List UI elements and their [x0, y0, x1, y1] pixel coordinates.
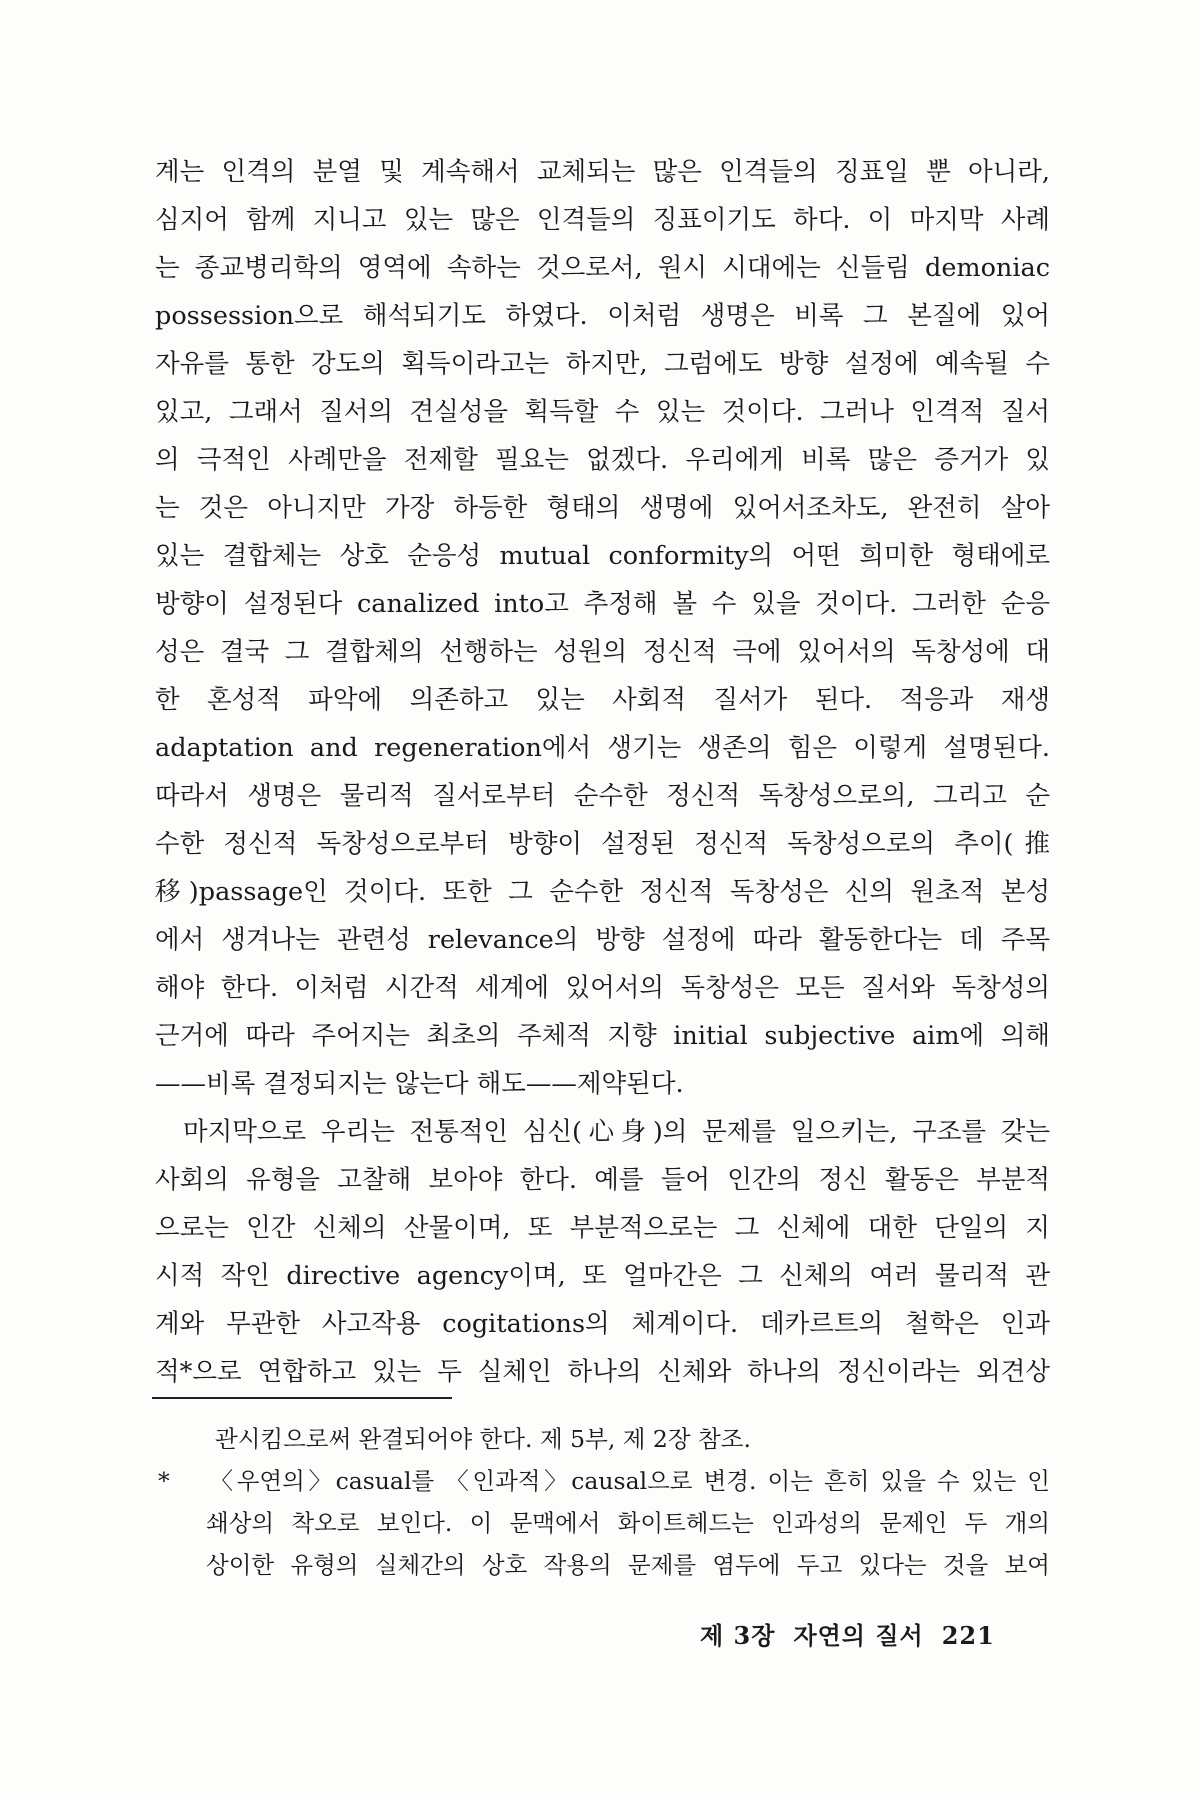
- text-line: 사회의 유형을 고찰해 보아야 한다. 예를 들어 인간의 정신 활동은 부분적: [155, 1165, 1050, 1195]
- text-line: 는 것은 아니지만 가장 하등한 형태의 생명에 있어서조차도, 완전히 살아: [155, 493, 1050, 523]
- text-line: 해야 한다. 이처럼 시간적 세계에 있어서의 독창성은 모든 질서와 독창성의: [155, 973, 1050, 1003]
- footnote-line: 상이한 유형의 실체간의 상호 작용의 문제를 염두에 두고 있다는 것을 보여: [206, 1551, 1050, 1579]
- text-line: 적*으로 연합하고 있는 두 실체인 하나의 신체와 하나의 정신이라는 외견상: [155, 1357, 1050, 1387]
- text-line: adaptation and regeneration에서 생기는 생존의 힘은 이렇게 설명된다.: [155, 733, 1050, 763]
- footnote-divider: [152, 1397, 452, 1399]
- paragraph-end-line: ——비록 결정되지는 않는다 해도——제약된다.: [155, 1069, 684, 1099]
- text-line: 있는 결합체는 상호 순응성 mutual conformity의 어떤 희미한 형태에로: [155, 541, 1050, 571]
- text-line: 있고, 그래서 질서의 견실성을 획득할 수 있는 것이다. 그러나 인격적 질서: [155, 397, 1050, 427]
- text-line: 수한 정신적 독창성으로부터 방향이 설정된 정신적 독창성으로의 추이(推: [155, 829, 1050, 859]
- text-line: 방향이 설정된다 canalized into고 추정해 볼 수 있을 것이다. 그러한 순응: [155, 589, 1050, 619]
- footnote-continuation: 관시킴으로써 완결되어야 한다. 제 5부, 제 2장 참조.: [215, 1425, 751, 1453]
- paragraph-start-line: 마지막으로 우리는 전통적인 심신(心身)의 문제를 일으키는, 구조를 갖는: [183, 1117, 1050, 1147]
- footnote-text: 〈우연의〉casual를 〈인과적〉causal으로 변경. 이는 흔히 있을 수 있는 인: [206, 1467, 1050, 1495]
- footer-chapter-title: 자연의 질서: [793, 1621, 924, 1650]
- text-line: 한 혼성적 파악에 의존하고 있는 사회적 질서가 된다. 적응과 재생: [155, 685, 1050, 715]
- footnotes: [158, 1418, 1050, 1586]
- text-line: 계는 인격의 분열 및 계속해서 교체되는 많은 인격들의 징표일 뿐 아니라,: [155, 157, 1050, 187]
- text-line: 으로는 인간 신체의 산물이며, 또 부분적으로는 그 신체에 대한 단일의 지: [155, 1213, 1050, 1243]
- text-line: 시적 작인 directive agency이며, 또 얼마간은 그 신체의 여러 물리적 관: [155, 1261, 1050, 1291]
- text-line: 근거에 따라 주어지는 최초의 주체적 지향 initial subjective aim에 의해: [155, 1021, 1050, 1051]
- page-number: 221: [941, 1621, 995, 1650]
- body-text: [155, 148, 1050, 1396]
- footer-chapter: 제 3장: [700, 1621, 776, 1650]
- text-line: 성은 결국 그 결합체의 선행하는 성원의 정신적 극에 있어서의 독창성에 대: [155, 637, 1050, 667]
- footnote-marker: *: [158, 1467, 170, 1495]
- text-line: 는 종교병리학의 영역에 속하는 것으로서, 원시 시대에는 신들림 demoniac: [155, 253, 1050, 283]
- text-line: possession으로 해석되기도 하였다. 이처럼 생명은 비록 그 본질에 있어: [155, 301, 1050, 331]
- footnote-line: 쇄상의 착오로 보인다. 이 문맥에서 화이트헤드는 인과성의 문제인 두 개의: [206, 1509, 1050, 1537]
- text-line: 에서 생겨나는 관련성 relevance의 방향 설정에 따라 활동한다는 데 주목: [155, 925, 1050, 955]
- footnote-line: [158, 1460, 1050, 1502]
- text-line: 따라서 생명은 물리적 질서로부터 순수한 정신적 독창성으로의, 그리고 순: [155, 781, 1050, 811]
- text-line: 의 극적인 사례만을 전제할 필요는 없겠다. 우리에게 비록 많은 증거가 있: [155, 445, 1050, 475]
- text-line: 移)passage인 것이다. 또한 그 순수한 정신적 독창성은 신의 원초적 본성: [155, 877, 1050, 907]
- running-footer: [700, 1616, 1013, 1651]
- text-line: 계와 무관한 사고작용 cogitations의 체계이다. 데카르트의 철학은 인과: [155, 1309, 1050, 1339]
- text-line: 자유를 통한 강도의 획득이라고는 하지만, 그럼에도 방향 설정에 예속될 수: [155, 349, 1050, 379]
- text-line: 심지어 함께 지니고 있는 많은 인격들의 징표이기도 하다. 이 마지막 사례: [155, 205, 1050, 235]
